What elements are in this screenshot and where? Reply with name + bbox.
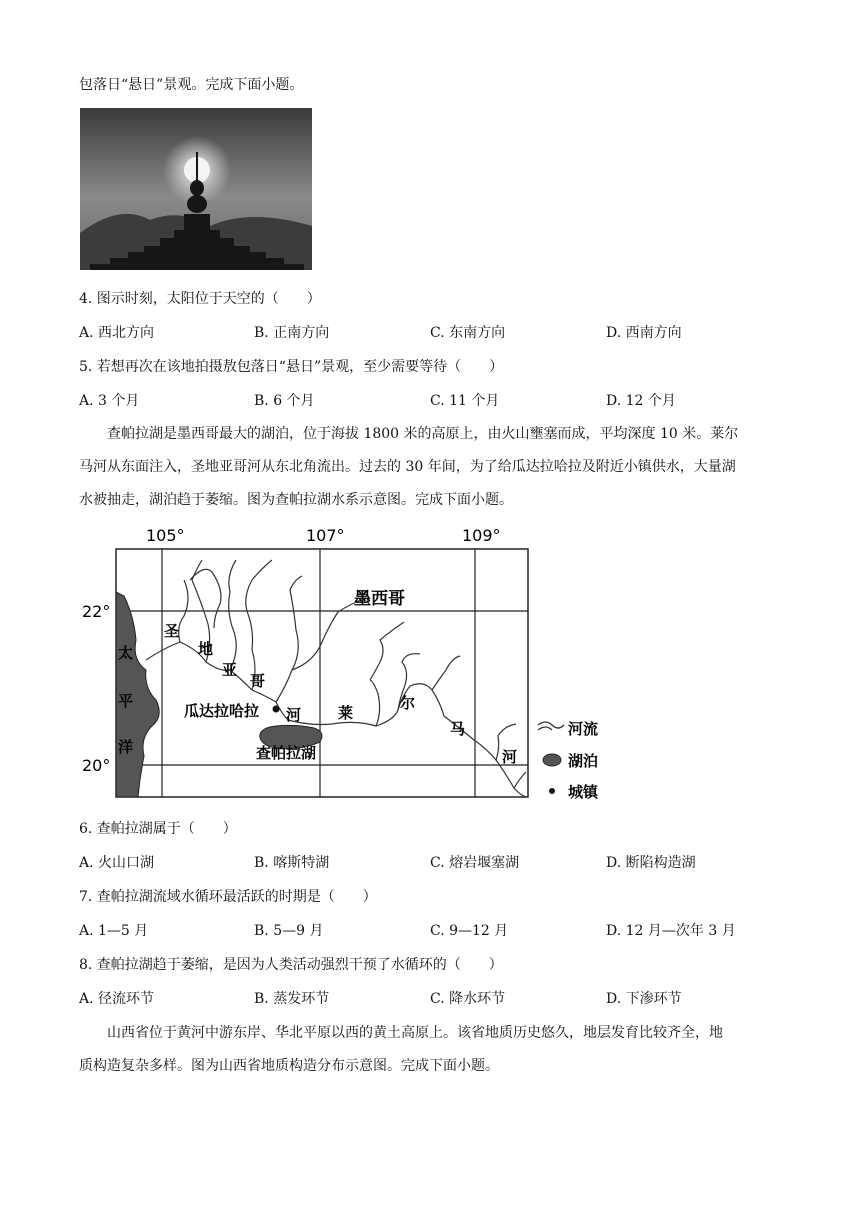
question-5-option-d[interactable]: D. 12 个月 bbox=[606, 393, 676, 409]
question-7-option-b[interactable]: B. 5—9 月 bbox=[254, 923, 324, 939]
river-end-label: 河 bbox=[502, 748, 518, 766]
passage-tail: 包落日“悬日”景观。完成下面小题。 bbox=[79, 77, 304, 93]
lat-label-22: 22° bbox=[82, 602, 111, 621]
lerma-river-label-1: 河 bbox=[286, 706, 302, 724]
map-legend bbox=[538, 720, 599, 801]
question-6-option-d[interactable]: D. 断陷构造湖 bbox=[606, 855, 696, 871]
santiago-river-label-3: 亚 bbox=[222, 661, 238, 679]
lat-label-20: 20° bbox=[82, 756, 111, 775]
question-5-option-b[interactable]: B. 6 个月 bbox=[254, 393, 315, 409]
ocean-label-1: 太 bbox=[118, 644, 134, 662]
lake-label-chapala: 查帕拉湖 bbox=[256, 744, 317, 762]
question-7-option-d[interactable]: D. 12 月—次年 3 月 bbox=[606, 923, 736, 939]
question-4-option-a[interactable]: A. 西北方向 bbox=[79, 325, 155, 341]
lon-label-105: 105° bbox=[146, 526, 185, 545]
question-5-stem: 5. 若想再次在该地拍摄敖包落日“悬日”景观，至少需要等待（ ） bbox=[79, 359, 504, 375]
question-5-option-a[interactable]: A. 3 个月 bbox=[79, 393, 140, 409]
passage-3-line-2: 质构造复杂多样。图为山西省地质构造分布示意图。完成下面小题。 bbox=[79, 1058, 499, 1074]
question-7-option-a[interactable]: A. 1—5 月 bbox=[79, 923, 149, 939]
passage-2-line-2: 马河从东面注入，圣地亚哥河从东北角流出。过去的 30 年间，为了给瓜达拉哈拉及附近小镇供水，大量湖 bbox=[79, 459, 736, 475]
legend-town-label: 城镇 bbox=[568, 783, 599, 801]
question-7-option-c[interactable]: C. 9—12 月 bbox=[430, 923, 509, 939]
question-8-option-c[interactable]: C. 降水环节 bbox=[430, 991, 506, 1007]
passage-3-line-1: 山西省位于黄河中游东岸、华北平原以西的黄土高原上。该省地质历史悠久，地层发育比较齐全，地 bbox=[107, 1025, 723, 1041]
lerma-river-label-4: 马 bbox=[450, 720, 466, 738]
legend-lake-label: 湖泊 bbox=[568, 752, 599, 770]
passage-2-line-3: 水被抽走，湖泊趋于萎缩。图为查帕拉湖水系示意图。完成下面小题。 bbox=[79, 492, 513, 508]
question-8-option-d[interactable]: D. 下渗环节 bbox=[606, 991, 682, 1007]
question-4-option-c[interactable]: C. 东南方向 bbox=[430, 325, 506, 341]
chapala-lake-map bbox=[80, 520, 610, 805]
legend-lake-icon bbox=[543, 754, 561, 766]
santiago-river-label-4: 哥 bbox=[250, 672, 266, 690]
legend-river-label: 河流 bbox=[568, 720, 599, 738]
question-6-option-c[interactable]: C. 熔岩堰塞湖 bbox=[430, 855, 520, 871]
passage-2-line-1: 查帕拉湖是墨西哥最大的湖泊，位于海拔 1800 米的高原上，由火山壅塞而成，平均深度 10 米。莱尔 bbox=[107, 426, 739, 442]
lon-label-107: 107° bbox=[306, 526, 345, 545]
question-5-option-c[interactable]: C. 11 个月 bbox=[430, 393, 500, 409]
santiago-river-label-2: 地 bbox=[198, 640, 214, 658]
ocean-label-3: 洋 bbox=[118, 738, 134, 756]
country-label-mexico: 墨西哥 bbox=[354, 589, 405, 609]
sunset-obo-photo bbox=[80, 108, 312, 270]
santiago-river-label-1: 圣 bbox=[164, 622, 180, 640]
question-7-stem: 7. 查帕拉湖流域水循环最活跃的时期是（ ） bbox=[79, 889, 377, 905]
lerma-river-label-2: 莱 bbox=[338, 704, 354, 722]
question-8-stem: 8. 查帕拉湖趋于萎缩，是因为人类活动强烈干预了水循环的（ ） bbox=[79, 957, 503, 973]
question-6-stem: 6. 查帕拉湖属于（ ） bbox=[79, 821, 237, 837]
question-8-option-a[interactable]: A. 径流环节 bbox=[79, 991, 155, 1007]
question-4-option-b[interactable]: B. 正南方向 bbox=[254, 325, 330, 341]
lerma-river-label-3: 尔 bbox=[400, 694, 416, 712]
ocean-label-2: 平 bbox=[118, 692, 134, 710]
city-label-guadalajara: 瓜达拉哈拉 bbox=[184, 702, 260, 720]
question-6-option-a[interactable]: A. 火山口湖 bbox=[79, 855, 155, 871]
question-8-option-b[interactable]: B. 蒸发环节 bbox=[254, 991, 330, 1007]
legend-town-icon bbox=[549, 788, 555, 794]
question-4-option-d[interactable]: D. 西南方向 bbox=[606, 325, 682, 341]
lon-label-109: 109° bbox=[462, 526, 501, 545]
question-6-option-b[interactable]: B. 喀斯特湖 bbox=[254, 855, 330, 871]
question-4-stem: 4. 图示时刻，太阳位于天空的（ ） bbox=[79, 291, 321, 307]
